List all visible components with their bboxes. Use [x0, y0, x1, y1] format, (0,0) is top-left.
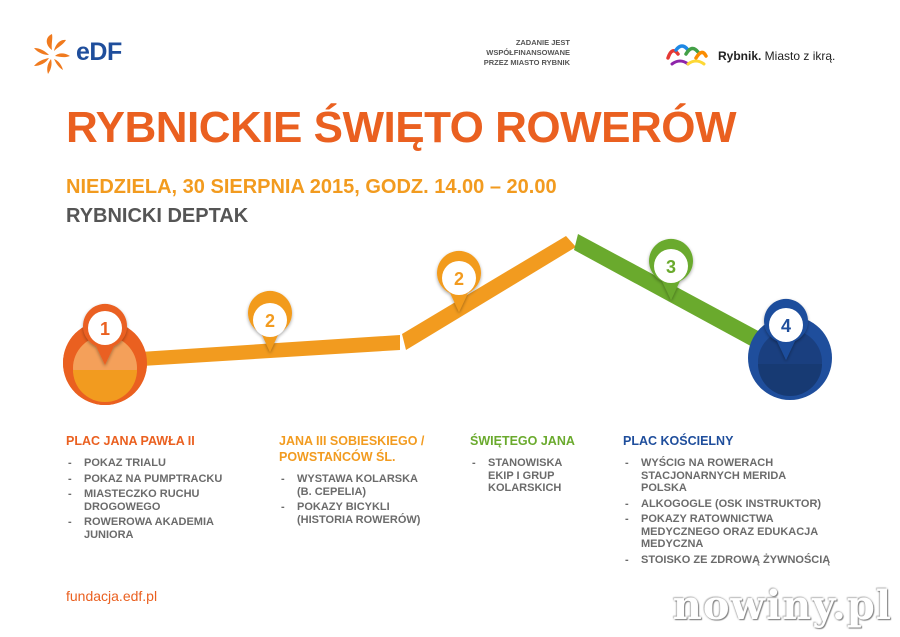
stop-4-title: PLAC KOŚCIELNY: [623, 434, 734, 448]
stop-2-activities: [279, 473, 444, 526]
stop-3-activities: [470, 457, 600, 495]
marker-2b-number: 2: [453, 269, 465, 289]
marker-4-number: 4: [780, 316, 792, 336]
stop-1-title: PLAC JANA PAWŁA II: [66, 434, 195, 448]
stop-3-title: ŚWIĘTEGO JANA: [470, 434, 575, 448]
stop-1-activity: - POKAZ TRIALU: [66, 457, 256, 470]
marker-1-number: 1: [99, 319, 111, 339]
route-segment-2: [402, 236, 576, 350]
stop-3-activity: - STANOWISKA EKIP I GRUP KOLARSKICH: [470, 457, 570, 495]
rybnik-slogan: Miasto z ikrą.: [761, 49, 836, 63]
stop-1-activity: - MIASTECZKO RUCHU DROGOWEGO: [66, 488, 209, 513]
stop-1-activities: [66, 457, 256, 541]
stop-column-3: [470, 433, 600, 498]
event-venue: RYBNICKI DEPTAK: [66, 205, 249, 227]
stop-2-activity: - POKAZY BICYKLI (HISTORIA ROWERÓW): [279, 501, 442, 526]
rybnik-name: Rybnik.: [718, 49, 762, 63]
cofunding-line-1: ZADANIE JEST: [515, 38, 570, 47]
stop-4-activity: - ALKOGOGLE (OSK INSTRUKTOR): [623, 498, 853, 511]
stop-2-activity: - WYSTAWA KOLARSKA (B. CEPELIA): [279, 473, 432, 498]
cofunding-line-3: PRZEZ MIASTO RYBNIK: [483, 58, 570, 67]
watermark: nowiny.pl: [672, 582, 892, 629]
stop-column-1: [66, 433, 256, 544]
stop-4-activity: - POKAZY RATOWNICTWA MEDYCZNEGO ORAZ EDUKACJA MEDYCZNA: [623, 513, 846, 551]
footer-website-link[interactable]: fundacja.edf.pl: [66, 588, 158, 604]
stop-4-activities: [623, 457, 853, 566]
marker-3-number: 3: [665, 257, 677, 277]
stop-1-activity: - POKAZ NA PUMPTRACKU: [66, 473, 256, 486]
event-date-time: NIEDZIELA, 30 SIERPNIA 2015, GODZ. 14.00 – 20.00: [66, 176, 557, 198]
stop-2-title: JANA III SOBIESKIEGO / POWSTAŃCÓW ŚL.: [279, 434, 425, 464]
stop-1-activity: - ROWEROWA AKADEMIA JUNIORA: [66, 516, 249, 541]
stop-column-4: [623, 433, 853, 569]
stop-4-activity: - STOISKO ZE ZDROWĄ ŻYWNOŚCIĄ: [623, 554, 853, 567]
stop-column-2: [279, 433, 444, 529]
cofunding-line-2: WSPÓŁFINANSOWANE: [486, 48, 570, 57]
event-title: RYBNICKIE ŚWIĘTO ROWERÓW: [66, 103, 736, 152]
edf-wordmark: eDF: [76, 38, 122, 66]
stop-4-activity: - WYŚCIG NA ROWERACH STACJONARNYCH MERIDA POLSKA: [623, 457, 791, 495]
marker-2a-number: 2: [264, 311, 276, 331]
